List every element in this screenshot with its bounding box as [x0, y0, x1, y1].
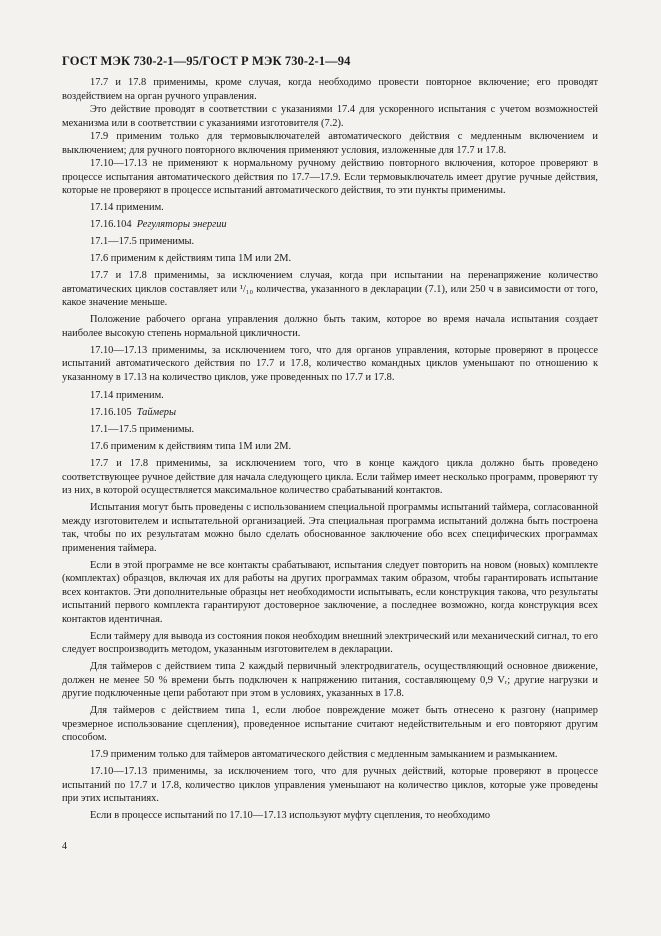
paragraph: Для таймеров с действием типа 1, если любое повреждение может быть отнесено к разгону (например чрезмерное использование сцепления), проведенное испытание считают недействительным и его повторяют другим способом. [62, 705, 598, 743]
paragraph: Для таймеров с действием типа 2 каждый первичный электродвигатель, осуществляющий основное движение, должен не менее 50 % времени быть подключен к напряжению питания, составляющему 0,9 Vᵣ; другие нагрузки и другие подключенные цепи работают при этом в условиях, указанных в 17.8. [62, 661, 598, 699]
section-number: 17.16.104 [90, 219, 132, 230]
paragraph: Положение рабочего органа управления должно быть таким, которое во время начала испытания создает наиболее высокую степень нормальной цикличности. [62, 314, 598, 339]
paragraph: 17.7 и 17.8 применимы, за исключением случая, когда при испытании на перенапряжение количество автоматических циклов составляет или ¹/₁₀ количества, указанного в декларации (7.1), или 250 ч в зависимости от того, какое значение меньше. [62, 270, 598, 308]
paragraph: 17.14 применим. [90, 390, 164, 401]
paragraph: 17.6 применим к действиям типа 1М или 2М. [90, 253, 292, 264]
section-title: Регуляторы энергии [136, 219, 227, 230]
paragraph: 17.7 и 17.8 применимы, за исключением того, что в конце каждого цикла должно быть проведено соответствующее ручное действие для начала следующего цикла. Если таймер имеет несколько программ, проверяют ту из них, в которой осуществляется максимальное количество срабатываний контактов. [62, 458, 598, 496]
page-content [62, 76, 598, 823]
paragraph: 17.7 и 17.8 применимы, кроме случая, когда необходимо провести повторное включение; его проводят воздействием на орган ручного управления. [62, 77, 598, 102]
paragraph: Если таймеру для вывода из состояния покоя необходим внешний электрический или механический сигнал, то его следует воспроизводить методом, указанным изготовителем в декларации. [62, 630, 598, 655]
paragraph: 17.1—17.5 применимы. [90, 236, 195, 247]
paragraph: 17.10—17.13 применимы, за исключением того, что для ручных действий, которые проверяют в процессе испытаний по 17.7 и 17.8, количество циклов управления уменьшают на количество циклов, которые уже проведены при этих испытаниях. [62, 766, 598, 804]
section-number: 17.16.105 [90, 407, 132, 418]
paragraph: Если в этой программе не все контакты срабатывают, испытания следует повторить на новом (новых) комплекте (комплектах) образцов, включая их для работы на других программах таким образом, чтобы гарантировать испытание всех контактов. Эти дополнительные образцы нет необходимости испытывать, если конструкция такова, что результаты испытаний первого комплекта гарантируют достоверное заключение, а последнее возможно, когда конструкция всех контактов идентичная. [62, 559, 598, 625]
page-header: ГОСТ МЭК 730-2-1—95/ГОСТ Р МЭК 730-2-1—94 [62, 54, 351, 68]
section-heading [62, 218, 598, 232]
paragraph: 17.14 применим. [90, 202, 164, 213]
section-heading [62, 406, 598, 420]
paragraph: 17.6 применим к действиям типа 1М или 2М. [90, 441, 292, 452]
paragraph: Это действие проводят в соответствии с указаниями 17.4 для ускоренного испытания с учетом возможностей механизма или в соответствии с указаниями изготовителя (7.2). [62, 104, 598, 129]
paragraph: Если в процессе испытаний по 17.10—17.13 используют муфту сцепления, то необходимо [90, 810, 491, 821]
paragraph: 17.1—17.5 применимы. [90, 424, 195, 435]
paragraph: 17.10—17.13 не применяют к нормальному ручному действию повторного включения, которое проверяют в процессе испытания автоматического действия по 17.7—17.9. Если термовыключатель имеет другие ручные действия, которые не проверяют в процессе испытаний автоматического действия, то эти пункты применимы. [62, 158, 598, 196]
section-title: Таймеры [136, 407, 177, 418]
paragraph: 17.9 применим только для термовыключателей автоматического действия с медленным включением и выключением; для ручного повторного включения применяют условия, изложенные для 17.7 и 17.8. [62, 131, 598, 156]
paragraph: 17.10—17.13 применимы, за исключением того, что для органов управления, которые проверяют в процессе испытаний автоматического действия по 17.7 и 17.8, количество командных циклов уменьшают по отношению к указанному в 17.13 на количество циклов, уже проведенных по 17.7 и 17.8. [62, 344, 598, 383]
page-number: 4 [62, 841, 67, 852]
paragraph: 17.9 применим только для таймеров автоматического действия с медленным замыканием и размыканием. [90, 749, 558, 760]
paragraph: Испытания могут быть проведены с использованием специальной программы испытаний таймера, согласованной между изготовителем и испытательной организацией. Эта специальная программа испытаний должна быть построена так, чтобы по их результатам можно было сделать обоснованное заключение обо всех специфических программах применения таймера. [62, 502, 598, 554]
